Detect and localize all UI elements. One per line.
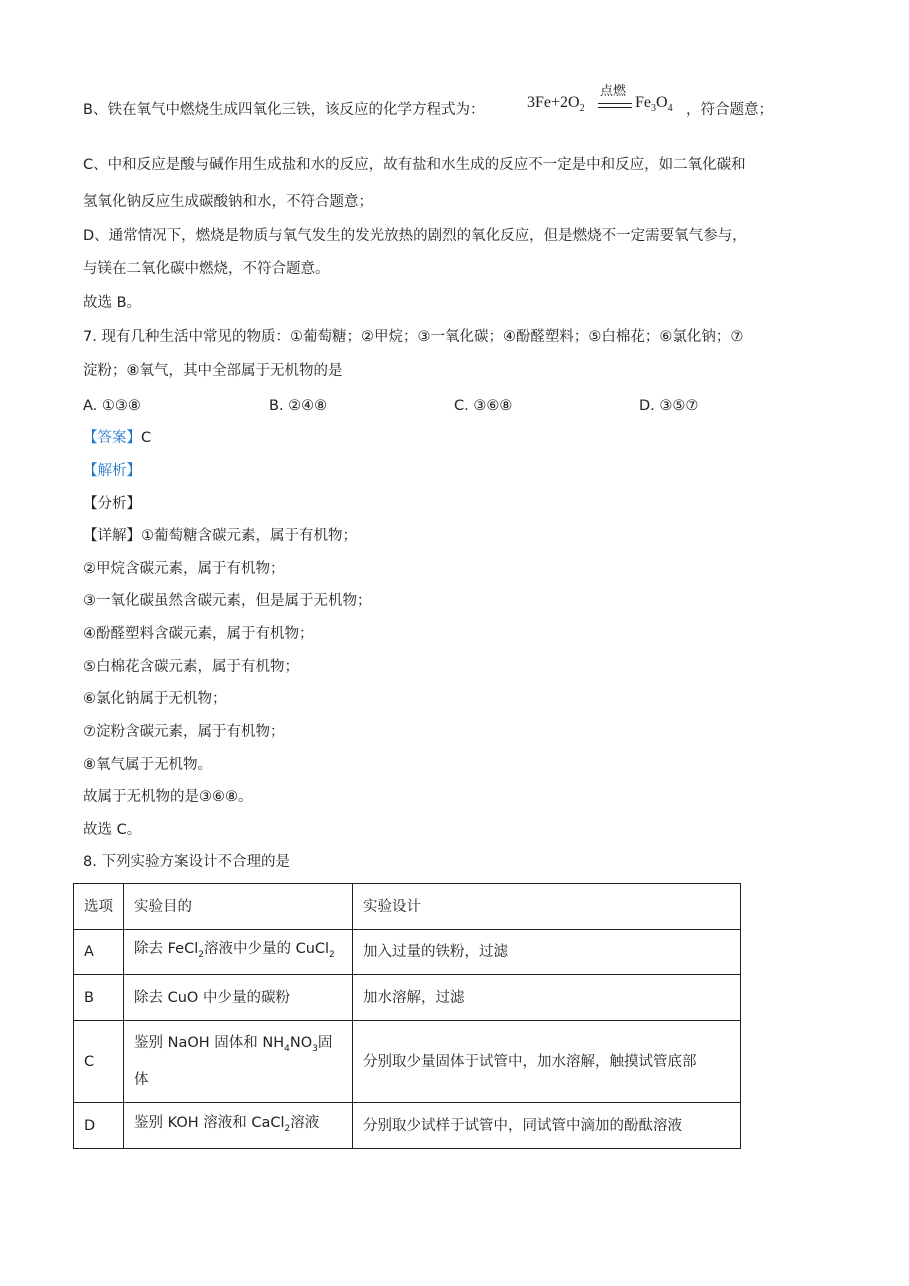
analysis-label: 【解析】 xyxy=(83,463,141,479)
option-cell: B xyxy=(74,975,124,1021)
purpose-cell: 除去 FeCl$_2$溶液中少量的 CuCl$_2$ xyxy=(124,930,353,975)
equation-condition: 点燃 xyxy=(600,83,627,98)
experiment-table xyxy=(73,883,741,1149)
option-c: C. ③⑥⑧ xyxy=(454,398,513,414)
detail-line: 故属于无机物的是③⑥⑧。 xyxy=(83,789,253,805)
chemical-equation xyxy=(527,80,687,120)
option-cell: A xyxy=(74,930,124,975)
table-row xyxy=(74,975,741,1021)
option-cell: C xyxy=(74,1021,124,1103)
header-cell: 实验目的 xyxy=(124,884,353,930)
answer-value: C xyxy=(141,430,152,446)
table-header-row xyxy=(74,884,741,930)
detail-line: ④酚醛塑料含碳元素，属于有机物； xyxy=(83,626,314,642)
detail-line: ⑦淀粉含碳元素，属于有机物； xyxy=(83,724,285,740)
purpose-cell: 鉴别 NaOH 固体和 $NH_4NO_3$固 体 xyxy=(124,1021,353,1103)
design-cell: 分别取少量固体于试管中，加水溶解，触摸试管底部 xyxy=(353,1021,741,1103)
option-a: A. ①③⑧ xyxy=(83,398,141,414)
line-b xyxy=(83,100,484,120)
detail-line: ⑤白棉花含碳元素，属于有机物； xyxy=(83,659,299,675)
option-d: D. ③⑤⑦ xyxy=(639,398,699,414)
question-8: 8. 下列实验方案设计不合理的是 xyxy=(83,854,290,870)
answer-label: 【答案】 xyxy=(83,430,141,446)
detail-line: ⑧氧气属于无机物。 xyxy=(83,757,212,773)
text-line: D、通常情况下，燃烧是物质与氧气发生的发光放热的剧烈的氧化反应，但是燃烧不一定需要氧气参与， xyxy=(83,228,747,244)
purpose-cell: 除去 CuO 中少量的碳粉 xyxy=(124,975,353,1021)
table-row xyxy=(74,1021,741,1103)
detail-line: ③一氧化碳虽然含碳元素，但是属于无机物； xyxy=(83,593,372,609)
detail-line: 故选 C。 xyxy=(83,822,142,838)
header-cell: 实验设计 xyxy=(353,884,741,930)
table-row xyxy=(74,1103,741,1149)
design-cell: 加水溶解，过滤 xyxy=(353,975,741,1021)
equation-bar xyxy=(598,103,632,104)
detail-line: ⑥氯化钠属于无机物； xyxy=(83,691,227,707)
design-cell: 分别取少试样于试管中，同试管中滴加的酚酞溶液 xyxy=(353,1103,741,1149)
text-line: 氢氧化钠反应生成碳酸钠和水，不符合题意； xyxy=(83,194,373,210)
text-line: 故选 B。 xyxy=(83,295,142,311)
detail-line: 【详解】①葡萄糖含碳元素，属于有机物； xyxy=(83,528,357,544)
equation-lhs: $3Fe+2O_2$ xyxy=(527,94,585,115)
text-line: 与镁在二氧化碳中燃烧，不符合题意。 xyxy=(83,261,330,277)
detail-line: ②甲烷含碳元素，属于有机物； xyxy=(83,561,285,577)
equation-rhs: $Fe_3O_4$ xyxy=(635,94,673,115)
option-b: B. ②④⑧ xyxy=(269,398,328,414)
text-line: C、中和反应是酸与碱作用生成盐和水的反应，故有盐和水生成的反应不一定是中和反应，如二氧化碳和 xyxy=(83,157,746,173)
question-7: 7. 现有几种生活中常见的物质：①葡萄糖；②甲烷；③一氧化碳；④酚醛塑料；⑤白棉花；⑥氯化钠；⑦ xyxy=(83,329,744,345)
equation-bar xyxy=(598,107,632,108)
question-7-cont: 淀粉；⑧氧气，其中全部属于无机物的是 xyxy=(83,363,343,379)
option-cell: D xyxy=(74,1103,124,1149)
header-cell: 选项 xyxy=(74,884,124,930)
answer-line xyxy=(83,428,151,448)
line-b-suffix: ，符合题意； xyxy=(686,102,773,118)
design-cell: 加入过量的铁粉，过滤 xyxy=(353,930,741,975)
detail-line: 【分析】 xyxy=(83,496,141,512)
table-row xyxy=(74,930,741,975)
purpose-cell: 鉴别 KOH 溶液和 CaCl$_2$溶液 xyxy=(124,1103,353,1149)
line-b-text: B、铁在氧气中燃烧生成四氧化三铁，该反应的化学方程式为： xyxy=(83,102,485,118)
